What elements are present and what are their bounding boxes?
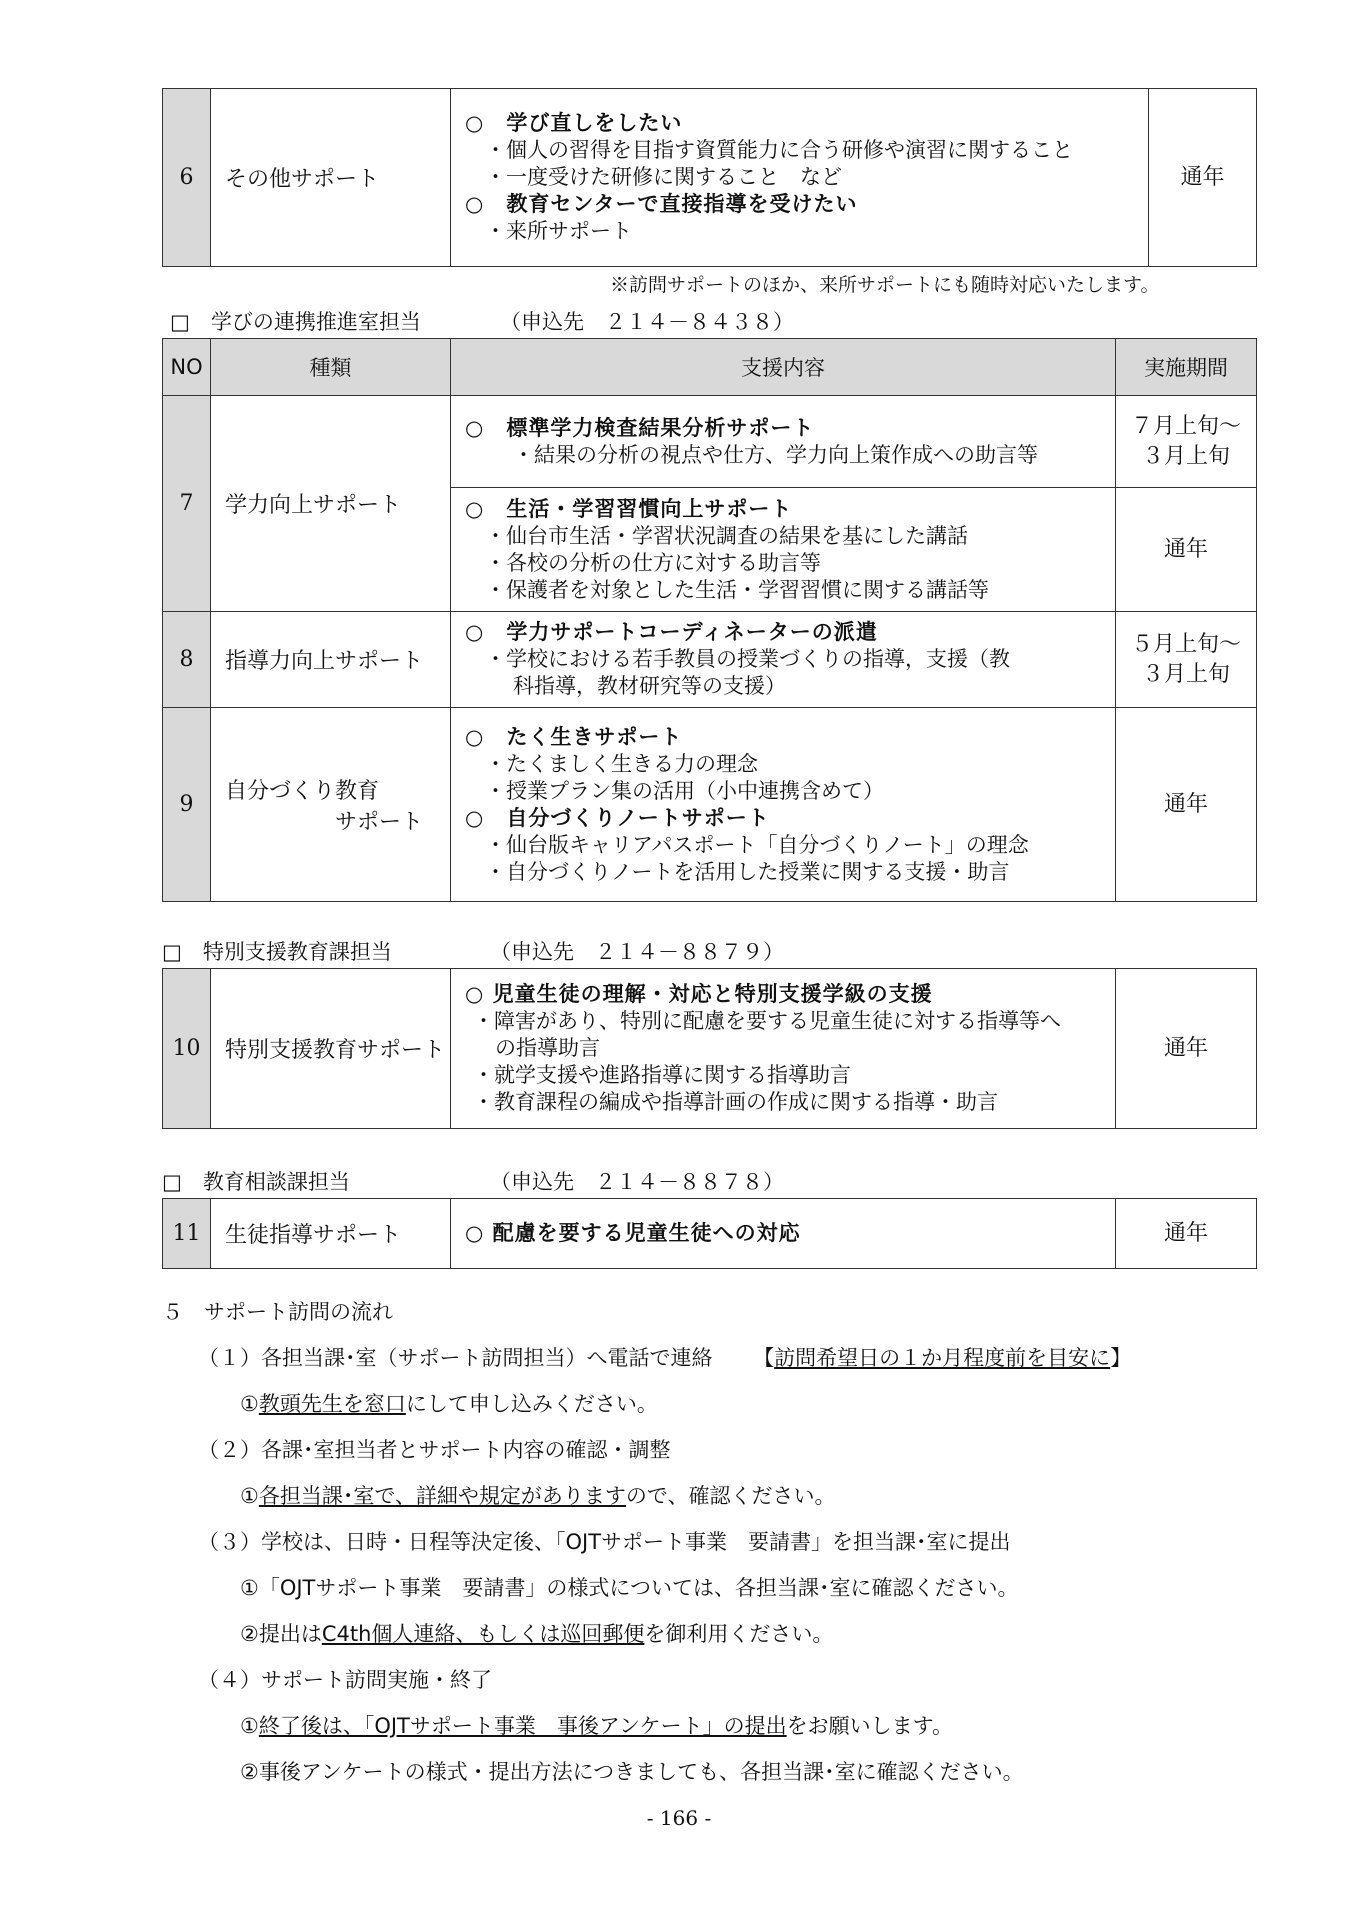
row-number: 8 — [163, 612, 211, 708]
content-bullet-continued: の指導助言 — [495, 1036, 600, 1060]
content-bullet: ・結果の分析の視点や仕方、学力向上策作成への助言等 — [513, 442, 1038, 467]
section-contact: （申込先 ２１４－８８７８） — [490, 1170, 784, 1194]
period: 通年 — [1149, 89, 1257, 267]
support-content — [451, 612, 1116, 708]
content-heading: ○ 配慮を要する児童生徒への対応 — [465, 1221, 801, 1245]
table-main — [162, 338, 1257, 902]
period: 通年 — [1116, 708, 1257, 902]
flow-step-1 — [198, 1342, 1131, 1372]
content-bullet: ・障害があり、特別に配慮を要する児童生徒に対する指導等へ — [473, 1009, 1061, 1033]
support-type-line2: サポート — [335, 809, 424, 835]
flow-step-4-sub-1: ①終了後は、「OJTサポート事業 事後アンケート」の提出をお願いします。 — [240, 1714, 953, 1738]
flow-step-2: （２）各課･室担当者とサポート内容の確認・調整 — [198, 1438, 671, 1462]
flow-step-3-sub-2: ②提出はC4th個人連絡、もしくは巡回郵便を御利用ください。 — [240, 1622, 834, 1646]
period: 通年 — [1116, 488, 1257, 612]
flow-title: ５ サポート訪問の流れ — [162, 1300, 393, 1324]
section-title: □ 学びの連携推進室担当 — [170, 310, 421, 334]
content-heading: ○ 教育センターで直接指導を受けたい — [465, 192, 858, 216]
content-bullet: ・来所サポート — [485, 219, 632, 243]
support-content — [451, 89, 1149, 267]
flow-step-3-sub-1: ①「OJTサポート事業 要請書」の様式については、各担当課･室に確認ください。 — [240, 1576, 1019, 1600]
table-row11 — [162, 1198, 1257, 1269]
support-type — [211, 708, 451, 902]
support-content — [451, 708, 1116, 902]
section-contact: （申込先 ２１４－８４３８） — [500, 310, 794, 334]
period-end: ３月上旬 — [1141, 661, 1230, 687]
table-row6 — [162, 88, 1257, 267]
content-bullet: ・就学支援や進路指導に関する指導助言 — [473, 1063, 851, 1087]
flow-step-4: （４）サポート訪問実施・終了 — [198, 1668, 492, 1692]
row-number: 7 — [163, 396, 211, 612]
flow-step-1-sub: ①教頭先生を窓口にして申し込みください。 — [240, 1392, 658, 1416]
support-content — [451, 1199, 1116, 1269]
content-bullet: ・教育課程の編成や指導計画の作成に関する指導・助言 — [473, 1090, 998, 1114]
page-number: - 166 - — [646, 1806, 712, 1830]
flow-step-3: （３）学校は、日時・日程等決定後、「OJTサポート事業 要請書」を担当課･室に提出 — [198, 1530, 1011, 1554]
support-type: 学力向上サポート — [211, 396, 451, 612]
support-type: 生徒指導サポート — [211, 1199, 451, 1269]
content-bullet: ・自分づくりノートを活用した授業に関する支援・助言 — [485, 859, 1010, 884]
flow-step-4-sub-2: ②事後アンケートの様式・提出方法につきましても、各担当課･室に確認ください。 — [240, 1760, 1024, 1784]
flow-step-2-sub: ①各担当課･室で、詳細や規定がありますので、確認ください。 — [240, 1484, 836, 1508]
content-bullet: ・学校における若手教員の授業づくりの指導，支援（教 — [485, 647, 1010, 671]
row-number: 9 — [163, 708, 211, 902]
flow-step-text: （１）各担当課･室（サポート訪問担当）へ電話で連絡 — [198, 1346, 713, 1370]
support-content — [451, 396, 1116, 488]
content-bullet: ・たくましく生きる力の理念 — [485, 751, 758, 776]
support-type: その他サポート — [211, 89, 451, 267]
table-row10 — [162, 968, 1257, 1129]
header-period: 実施期間 — [1116, 339, 1257, 396]
period — [1116, 396, 1257, 488]
content-bullet: ・個人の習得を目指す資質能力に合う研修や演習に関すること — [485, 138, 1073, 162]
section-title: □ 教育相談課担当 — [162, 1170, 350, 1194]
header-no: NO — [163, 339, 211, 396]
content-heading: ○ 標準学力検査結果分析サポート — [465, 415, 815, 440]
content-bullet: ・保護者を対象とした生活・学習習慣に関する講話等 — [485, 577, 989, 602]
period-start: ７月上旬～ — [1130, 413, 1241, 439]
section-title: □ 特別支援教育課担当 — [162, 940, 392, 964]
period: 通年 — [1116, 969, 1257, 1129]
content-bullet: ・仙台市生活・学習状況調査の結果を基にした講話 — [485, 523, 968, 548]
support-type: 指導力向上サポート — [211, 612, 451, 708]
content-bullet: ・授業プラン集の活用（小中連携含めて） — [485, 778, 884, 803]
content-heading: ○ 自分づくりノートサポート — [465, 805, 770, 830]
row-number: 10 — [163, 969, 211, 1129]
period-end: ３月上旬 — [1141, 443, 1230, 469]
support-content — [451, 969, 1116, 1129]
support-content — [451, 488, 1116, 612]
header-content: 支援内容 — [451, 339, 1116, 396]
row-number: 6 — [163, 89, 211, 267]
support-type: 特別支援教育サポート — [211, 969, 451, 1129]
content-heading: ○ 学力サポートコーディネーターの派遣 — [465, 620, 878, 644]
content-bullet-continued: 科指導，教材研究等の支援） — [513, 674, 786, 698]
note: ※訪問サポートのほか、来所サポートにも随時対応いたします。 — [610, 274, 1160, 296]
period — [1116, 612, 1257, 708]
support-type-line1: 自分づくり教育 — [225, 778, 380, 804]
content-heading: ○ 生活・学習習慣向上サポート — [465, 496, 793, 521]
content-heading: ○ 学び直しをしたい — [465, 111, 683, 135]
row-number: 11 — [163, 1199, 211, 1269]
content-bullet: ・仙台版キャリアパスポート「自分づくりノート」の理念 — [485, 832, 1029, 857]
content-heading: ○ 児童生徒の理解・対応と特別支援学級の支援 — [465, 982, 933, 1006]
header-type: 種類 — [211, 339, 451, 396]
content-bullet: ・一度受けた研修に関すること など — [485, 165, 842, 189]
flow-step-note: 【訪問希望日の１か月程度前を目安に】 — [753, 1346, 1132, 1370]
section-contact: （申込先 ２１４－８８７９） — [490, 940, 784, 964]
content-heading: ○ たく生きサポート — [465, 724, 683, 749]
period-start: ５月上旬～ — [1130, 631, 1241, 657]
period: 通年 — [1116, 1199, 1257, 1269]
content-bullet: ・各校の分析の仕方に対する助言等 — [485, 550, 821, 575]
